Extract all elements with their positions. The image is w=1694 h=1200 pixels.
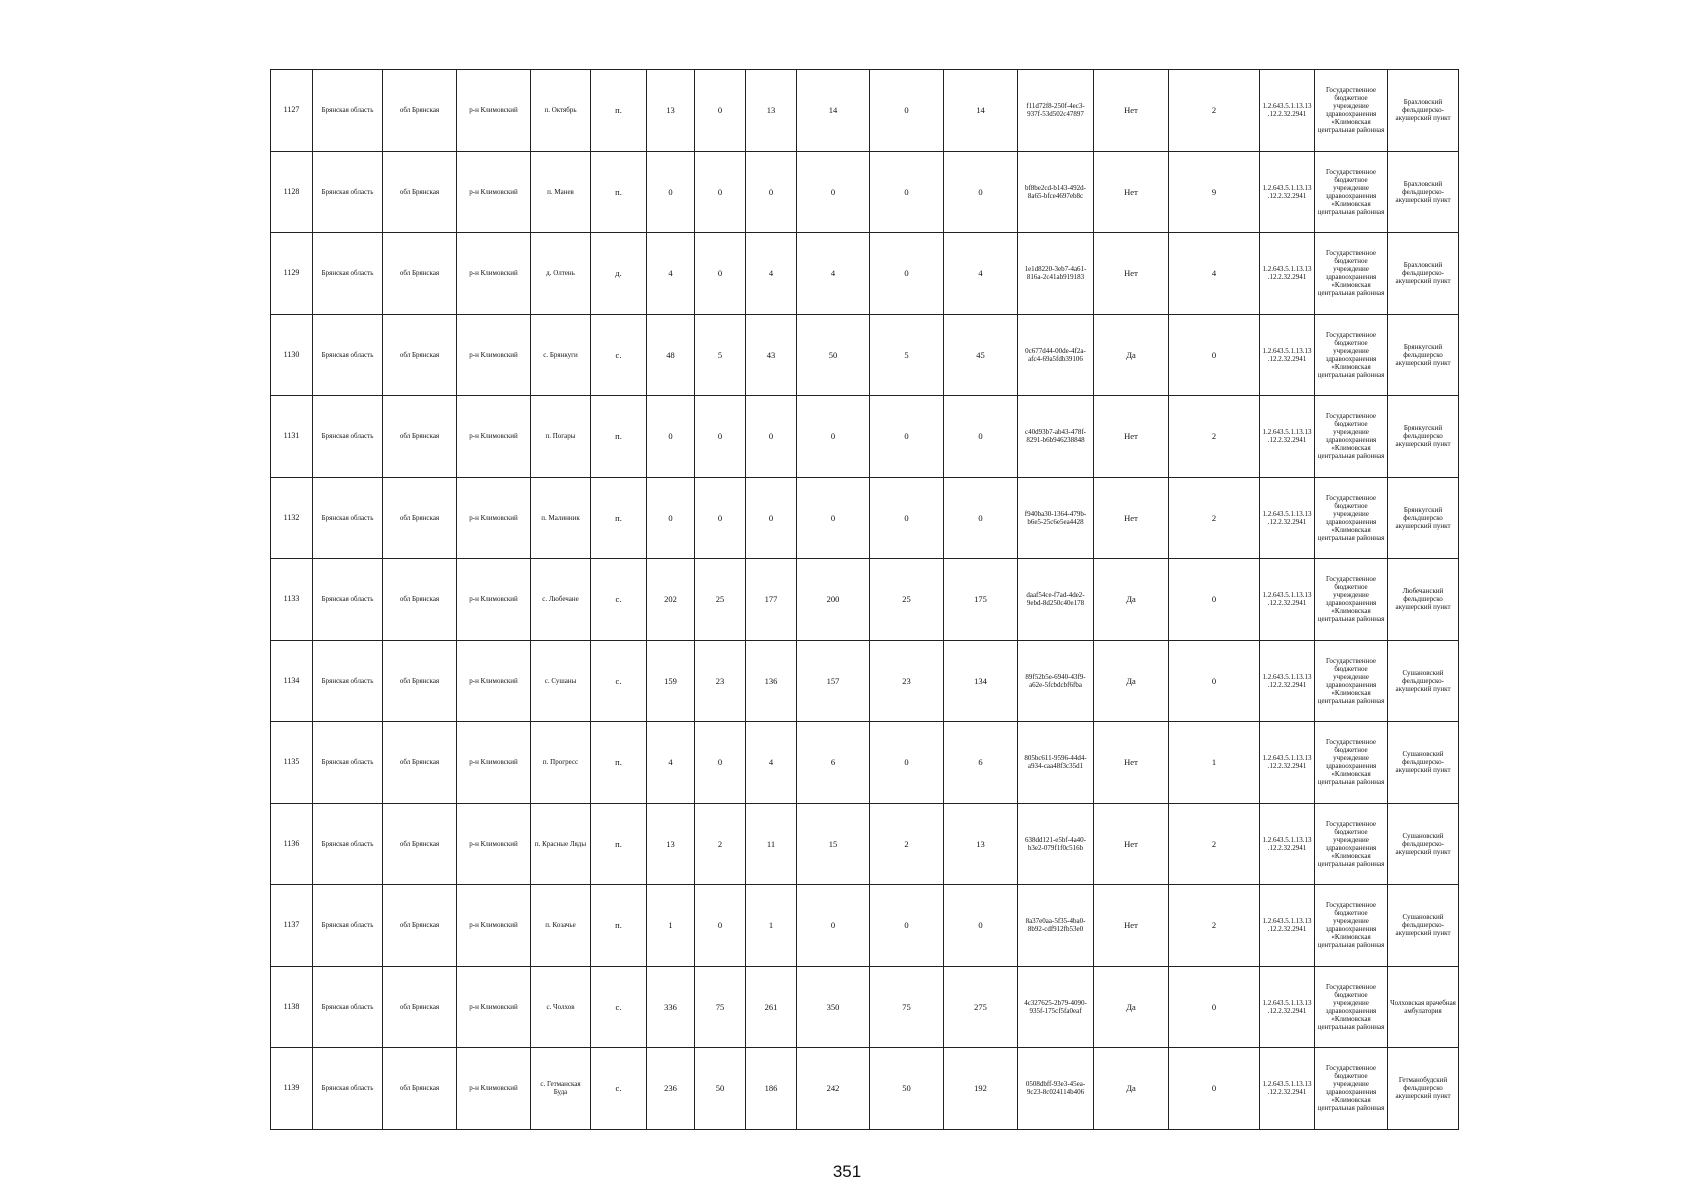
organization-cell: Государственное бюджетное учреждение здравоохранения «Климовская центральная районная	[1315, 803, 1388, 885]
settlement-cell: п. Красные Ляды	[531, 803, 591, 885]
row-number: 1139	[271, 1048, 313, 1130]
flag-cell: Да	[1094, 966, 1169, 1048]
table-row	[271, 722, 1459, 804]
value-cell-4: 157	[797, 640, 870, 722]
settlement-type-cell: п.	[591, 885, 647, 967]
region-cell: Брянская область	[313, 640, 383, 722]
district-cell: р-н Климовский	[457, 966, 531, 1048]
value-cell-6: 175	[944, 559, 1018, 641]
medical-unit-cell: Брянкугский фельдшерско акушерский пункт	[1388, 477, 1459, 559]
value-cell-5: 75	[870, 966, 944, 1048]
oid-cell: 1.2.643.5.1.13.13.12.2.32.2941	[1260, 640, 1315, 722]
value-cell-5: 0	[870, 885, 944, 967]
oid-cell: 1.2.643.5.1.13.13.12.2.32.2941	[1260, 396, 1315, 478]
region-short-cell: обл Брянская	[383, 151, 457, 233]
row-number: 1131	[271, 396, 313, 478]
region-short-cell: обл Брянская	[383, 559, 457, 641]
flag-cell: Нет	[1094, 885, 1169, 967]
count-cell: 0	[1169, 559, 1260, 641]
organization-cell: Государственное бюджетное учреждение здравоохранения «Климовская центральная районная	[1315, 885, 1388, 967]
value-cell-3: 177	[746, 559, 797, 641]
region-cell: Брянская область	[313, 966, 383, 1048]
value-cell-4: 0	[797, 885, 870, 967]
value-cell-2: 50	[695, 1048, 746, 1130]
oid-cell: 1.2.643.5.1.13.13.12.2.32.2941	[1260, 885, 1315, 967]
value-cell-5: 23	[870, 640, 944, 722]
row-number: 1130	[271, 314, 313, 396]
data-table	[270, 69, 1459, 1130]
settlement-type-cell: п.	[591, 722, 647, 804]
oid-cell: 1.2.643.5.1.13.13.12.2.32.2941	[1260, 314, 1315, 396]
value-cell-2: 75	[695, 966, 746, 1048]
value-cell-5: 0	[870, 396, 944, 478]
medical-unit-cell: Сушановский фельдшерско-акушерский пункт	[1388, 803, 1459, 885]
flag-cell: Нет	[1094, 803, 1169, 885]
settlement-type-cell: с.	[591, 559, 647, 641]
value-cell-6: 4	[944, 233, 1018, 315]
value-cell-4: 0	[797, 151, 870, 233]
value-cell-6: 192	[944, 1048, 1018, 1130]
value-cell-6: 6	[944, 722, 1018, 804]
value-cell-6: 0	[944, 477, 1018, 559]
organization-cell: Государственное бюджетное учреждение здравоохранения «Климовская центральная районная	[1315, 477, 1388, 559]
district-cell: р-н Климовский	[457, 70, 531, 152]
value-cell-4: 0	[797, 477, 870, 559]
value-cell-5: 0	[870, 70, 944, 152]
value-cell-2: 23	[695, 640, 746, 722]
region-cell: Брянская область	[313, 722, 383, 804]
row-number: 1127	[271, 70, 313, 152]
organization-cell: Государственное бюджетное учреждение здравоохранения «Климовская центральная районная	[1315, 722, 1388, 804]
table-row	[271, 559, 1459, 641]
region-short-cell: обл Брянская	[383, 885, 457, 967]
value-cell-3: 0	[746, 396, 797, 478]
value-cell-2: 5	[695, 314, 746, 396]
organization-cell: Государственное бюджетное учреждение здравоохранения «Климовская центральная районная	[1315, 70, 1388, 152]
region-cell: Брянская область	[313, 559, 383, 641]
district-cell: р-н Климовский	[457, 477, 531, 559]
region-cell: Брянская область	[313, 477, 383, 559]
value-cell-1: 0	[647, 151, 695, 233]
value-cell-1: 4	[647, 722, 695, 804]
value-cell-1: 13	[647, 803, 695, 885]
region-short-cell: обл Брянская	[383, 803, 457, 885]
row-number: 1136	[271, 803, 313, 885]
value-cell-5: 25	[870, 559, 944, 641]
oid-cell: 1.2.643.5.1.13.13.12.2.32.2941	[1260, 70, 1315, 152]
count-cell: 2	[1169, 70, 1260, 152]
settlement-type-cell: п.	[591, 477, 647, 559]
count-cell: 2	[1169, 396, 1260, 478]
value-cell-3: 4	[746, 722, 797, 804]
count-cell: 0	[1169, 314, 1260, 396]
row-number: 1137	[271, 885, 313, 967]
count-cell: 1	[1169, 722, 1260, 804]
district-cell: р-н Климовский	[457, 885, 531, 967]
value-cell-3: 11	[746, 803, 797, 885]
organization-cell: Государственное бюджетное учреждение здравоохранения «Климовская центральная районная	[1315, 233, 1388, 315]
value-cell-4: 50	[797, 314, 870, 396]
guid-cell: 0c677d44-00de-4f2a-afc4-69a5fdb39106	[1018, 314, 1094, 396]
table-row	[271, 966, 1459, 1048]
settlement-type-cell: с.	[591, 314, 647, 396]
value-cell-6: 0	[944, 885, 1018, 967]
value-cell-4: 6	[797, 722, 870, 804]
table-row	[271, 151, 1459, 233]
table-row	[271, 1048, 1459, 1130]
value-cell-2: 0	[695, 70, 746, 152]
guid-cell: daaf54ce-f7ad-4de2-9ebd-8d250c40e178	[1018, 559, 1094, 641]
flag-cell: Нет	[1094, 70, 1169, 152]
guid-cell: 638dd121-e5bf-4a40-b3e2-079f1f0c516b	[1018, 803, 1094, 885]
district-cell: р-н Климовский	[457, 396, 531, 478]
settlement-cell: с. Гетманская Буда	[531, 1048, 591, 1130]
organization-cell: Государственное бюджетное учреждение здравоохранения «Климовская центральная районная	[1315, 396, 1388, 478]
value-cell-1: 236	[647, 1048, 695, 1130]
region-short-cell: обл Брянская	[383, 477, 457, 559]
value-cell-2: 0	[695, 722, 746, 804]
region-cell: Брянская область	[313, 396, 383, 478]
value-cell-5: 50	[870, 1048, 944, 1130]
region-short-cell: обл Брянская	[383, 966, 457, 1048]
region-short-cell: обл Брянская	[383, 722, 457, 804]
value-cell-3: 0	[746, 477, 797, 559]
value-cell-1: 0	[647, 477, 695, 559]
settlement-type-cell: с.	[591, 1048, 647, 1130]
settlement-cell: с. Брянкуги	[531, 314, 591, 396]
medical-unit-cell: Брянкугский фельдшерско акушерский пункт	[1388, 314, 1459, 396]
medical-unit-cell: Сушановский фельдшерско-акушерский пункт	[1388, 885, 1459, 967]
settlement-type-cell: с.	[591, 640, 647, 722]
flag-cell: Нет	[1094, 151, 1169, 233]
medical-unit-cell: Любечанский фельдшерско акушерский пункт	[1388, 559, 1459, 641]
medical-unit-cell: Брахловский фельдшерско-акушерский пункт	[1388, 70, 1459, 152]
organization-cell: Государственное бюджетное учреждение здравоохранения «Климовская центральная районная	[1315, 640, 1388, 722]
guid-cell: c40d93b7-ab43-478f-8291-b6b946238848	[1018, 396, 1094, 478]
region-short-cell: обл Брянская	[383, 233, 457, 315]
value-cell-4: 350	[797, 966, 870, 1048]
organization-cell: Государственное бюджетное учреждение здравоохранения «Климовская центральная районная	[1315, 314, 1388, 396]
value-cell-1: 0	[647, 396, 695, 478]
flag-cell: Нет	[1094, 722, 1169, 804]
row-number: 1128	[271, 151, 313, 233]
table-row	[271, 640, 1459, 722]
oid-cell: 1.2.643.5.1.13.13.12.2.32.2941	[1260, 151, 1315, 233]
value-cell-5: 0	[870, 233, 944, 315]
value-cell-2: 0	[695, 151, 746, 233]
row-number: 1138	[271, 966, 313, 1048]
value-cell-6: 275	[944, 966, 1018, 1048]
flag-cell: Да	[1094, 1048, 1169, 1130]
value-cell-4: 200	[797, 559, 870, 641]
flag-cell: Нет	[1094, 233, 1169, 315]
region-cell: Брянская область	[313, 803, 383, 885]
value-cell-5: 2	[870, 803, 944, 885]
settlement-cell: п. Прогресс	[531, 722, 591, 804]
value-cell-5: 0	[870, 722, 944, 804]
guid-cell: 89f52b5e-6940-43f9-a62e-5fcbdcbf6fba	[1018, 640, 1094, 722]
district-cell: р-н Климовский	[457, 1048, 531, 1130]
flag-cell: Нет	[1094, 477, 1169, 559]
district-cell: р-н Климовский	[457, 314, 531, 396]
value-cell-4: 15	[797, 803, 870, 885]
table-row	[271, 885, 1459, 967]
value-cell-2: 0	[695, 233, 746, 315]
settlement-cell: п. Манев	[531, 151, 591, 233]
flag-cell: Да	[1094, 314, 1169, 396]
oid-cell: 1.2.643.5.1.13.13.12.2.32.2941	[1260, 966, 1315, 1048]
count-cell: 2	[1169, 885, 1260, 967]
count-cell: 9	[1169, 151, 1260, 233]
settlement-type-cell: п.	[591, 70, 647, 152]
settlement-cell: п. Погары	[531, 396, 591, 478]
row-number: 1132	[271, 477, 313, 559]
table-row	[271, 396, 1459, 478]
region-short-cell: обл Брянская	[383, 70, 457, 152]
region-cell: Брянская область	[313, 314, 383, 396]
table-row	[271, 477, 1459, 559]
table-row	[271, 233, 1459, 315]
region-cell: Брянская область	[313, 151, 383, 233]
region-cell: Брянская область	[313, 885, 383, 967]
count-cell: 2	[1169, 477, 1260, 559]
medical-unit-cell: Брахловский фельдшерско-акушерский пункт	[1388, 233, 1459, 315]
oid-cell: 1.2.643.5.1.13.13.12.2.32.2941	[1260, 559, 1315, 641]
count-cell: 2	[1169, 803, 1260, 885]
value-cell-1: 48	[647, 314, 695, 396]
page-number: 351	[832, 1162, 862, 1181]
table-row	[271, 314, 1459, 396]
value-cell-2: 0	[695, 477, 746, 559]
value-cell-3: 186	[746, 1048, 797, 1130]
value-cell-6: 45	[944, 314, 1018, 396]
value-cell-1: 13	[647, 70, 695, 152]
value-cell-2: 0	[695, 885, 746, 967]
row-number: 1135	[271, 722, 313, 804]
region-short-cell: обл Брянская	[383, 640, 457, 722]
settlement-cell: д. Олтень	[531, 233, 591, 315]
settlement-type-cell: п.	[591, 151, 647, 233]
table-row	[271, 70, 1459, 152]
settlement-cell: с. Любечане	[531, 559, 591, 641]
value-cell-1: 336	[647, 966, 695, 1048]
organization-cell: Государственное бюджетное учреждение здравоохранения «Климовская центральная районная	[1315, 1048, 1388, 1130]
settlement-type-cell: п.	[591, 396, 647, 478]
row-number: 1134	[271, 640, 313, 722]
guid-cell: 805bc611-9596-44d4-a934-caa48f3c35d1	[1018, 722, 1094, 804]
medical-unit-cell: Чолховская врачебная амбулатория	[1388, 966, 1459, 1048]
region-short-cell: обл Брянская	[383, 1048, 457, 1130]
oid-cell: 1.2.643.5.1.13.13.12.2.32.2941	[1260, 233, 1315, 315]
settlement-type-cell: п.	[591, 803, 647, 885]
guid-cell: bf8be2cd-b143-492d-8a65-bfce4697eb8c	[1018, 151, 1094, 233]
value-cell-6: 0	[944, 151, 1018, 233]
value-cell-3: 13	[746, 70, 797, 152]
value-cell-6: 134	[944, 640, 1018, 722]
value-cell-3: 0	[746, 151, 797, 233]
value-cell-6: 13	[944, 803, 1018, 885]
value-cell-1: 202	[647, 559, 695, 641]
guid-cell: 8a37e0aa-5f35-4ba0-8b92-cdf912fb53e0	[1018, 885, 1094, 967]
value-cell-4: 14	[797, 70, 870, 152]
value-cell-3: 1	[746, 885, 797, 967]
value-cell-3: 261	[746, 966, 797, 1048]
settlement-cell: с. Чолхов	[531, 966, 591, 1048]
settlement-cell: с. Сушаны	[531, 640, 591, 722]
medical-unit-cell: Сушановский фельдшерско-акушерский пункт	[1388, 640, 1459, 722]
value-cell-2: 2	[695, 803, 746, 885]
table-body	[271, 70, 1459, 1130]
settlement-cell: п. Козачье	[531, 885, 591, 967]
count-cell: 4	[1169, 233, 1260, 315]
district-cell: р-н Климовский	[457, 151, 531, 233]
value-cell-6: 0	[944, 396, 1018, 478]
value-cell-6: 14	[944, 70, 1018, 152]
oid-cell: 1.2.643.5.1.13.13.12.2.32.2941	[1260, 803, 1315, 885]
value-cell-5: 0	[870, 477, 944, 559]
settlement-type-cell: д.	[591, 233, 647, 315]
district-cell: р-н Климовский	[457, 233, 531, 315]
value-cell-3: 43	[746, 314, 797, 396]
guid-cell: 4c327625-2b79-4090-935f-175cf5fa0eaf	[1018, 966, 1094, 1048]
value-cell-3: 136	[746, 640, 797, 722]
medical-unit-cell: Брянкугский фельдшерско акушерский пункт	[1388, 396, 1459, 478]
organization-cell: Государственное бюджетное учреждение здравоохранения «Климовская центральная районная	[1315, 151, 1388, 233]
value-cell-1: 4	[647, 233, 695, 315]
value-cell-1: 159	[647, 640, 695, 722]
district-cell: р-н Климовский	[457, 640, 531, 722]
district-cell: р-н Климовский	[457, 803, 531, 885]
value-cell-5: 5	[870, 314, 944, 396]
value-cell-4: 4	[797, 233, 870, 315]
region-cell: Брянская область	[313, 70, 383, 152]
value-cell-2: 25	[695, 559, 746, 641]
settlement-type-cell: с.	[591, 966, 647, 1048]
row-number: 1133	[271, 559, 313, 641]
value-cell-3: 4	[746, 233, 797, 315]
row-number: 1129	[271, 233, 313, 315]
medical-unit-cell: Сушановский фельдшерско-акушерский пункт	[1388, 722, 1459, 804]
value-cell-5: 0	[870, 151, 944, 233]
region-cell: Брянская область	[313, 1048, 383, 1130]
value-cell-4: 242	[797, 1048, 870, 1130]
guid-cell: f940ba30-1364-479b-b6e5-25c6e5ea4428	[1018, 477, 1094, 559]
flag-cell: Да	[1094, 640, 1169, 722]
value-cell-4: 0	[797, 396, 870, 478]
guid-cell: 1e1d8220-3eb7-4a61-816a-2c41ab919183	[1018, 233, 1094, 315]
flag-cell: Нет	[1094, 396, 1169, 478]
region-short-cell: обл Брянская	[383, 314, 457, 396]
organization-cell: Государственное бюджетное учреждение здравоохранения «Климовская центральная районная	[1315, 966, 1388, 1048]
count-cell: 0	[1169, 1048, 1260, 1130]
guid-cell: 0508dbff-93e3-45ea-9c23-8c024114b406	[1018, 1048, 1094, 1130]
district-cell: р-н Климовский	[457, 559, 531, 641]
oid-cell: 1.2.643.5.1.13.13.12.2.32.2941	[1260, 722, 1315, 804]
district-cell: р-н Климовский	[457, 722, 531, 804]
organization-cell: Государственное бюджетное учреждение здравоохранения «Климовская центральная районная	[1315, 559, 1388, 641]
flag-cell: Да	[1094, 559, 1169, 641]
oid-cell: 1.2.643.5.1.13.13.12.2.32.2941	[1260, 1048, 1315, 1130]
medical-unit-cell: Гетманобудский фельдшерско акушерский пункт	[1388, 1048, 1459, 1130]
count-cell: 0	[1169, 640, 1260, 722]
guid-cell: f11d72f8-250f-4ec3-937f-53d502c47897	[1018, 70, 1094, 152]
region-short-cell: обл Брянская	[383, 396, 457, 478]
count-cell: 0	[1169, 966, 1260, 1048]
table-row	[271, 803, 1459, 885]
value-cell-2: 0	[695, 396, 746, 478]
settlement-cell: п. Малинник	[531, 477, 591, 559]
medical-unit-cell: Брахловский фельдшерско-акушерский пункт	[1388, 151, 1459, 233]
value-cell-1: 1	[647, 885, 695, 967]
region-cell: Брянская область	[313, 233, 383, 315]
settlement-cell: п. Октябрь	[531, 70, 591, 152]
oid-cell: 1.2.643.5.1.13.13.12.2.32.2941	[1260, 477, 1315, 559]
